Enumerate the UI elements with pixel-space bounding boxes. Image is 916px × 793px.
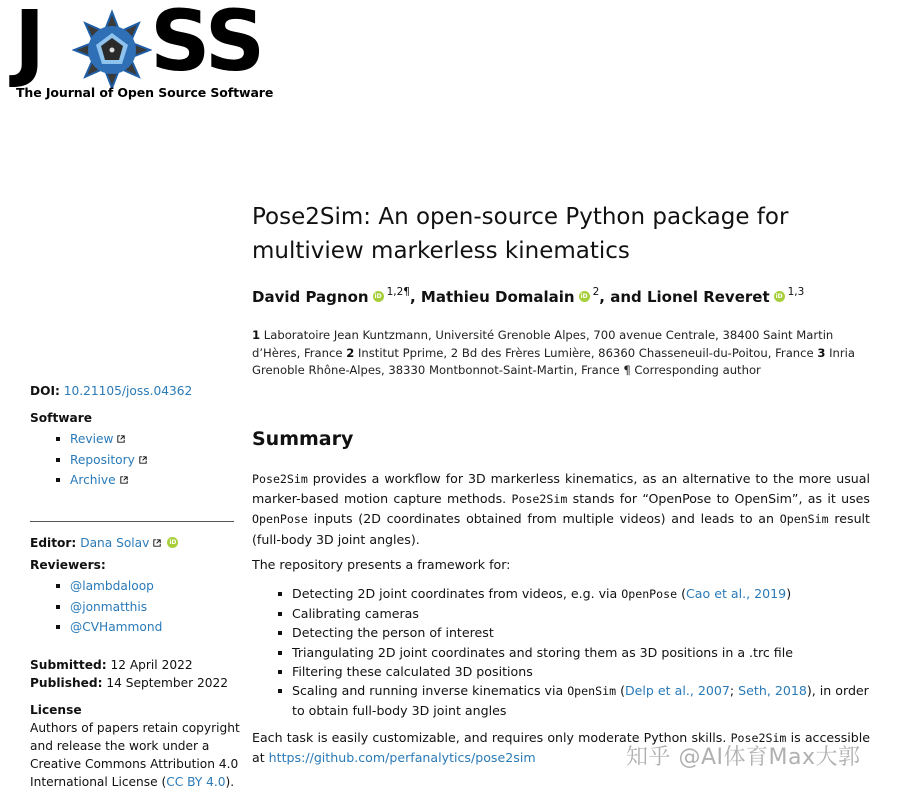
corresponding-author-note: ¶ Corresponding author <box>623 363 761 378</box>
logo-subtitle: The Journal of Open Source Software <box>16 85 274 100</box>
summary-paragraph-1: Pose2Sim provides a workflow for 3D markerless kinematics, as an alternative to the more usual marker-based motion capture methods. Pose2Sim stands for “OpenPose to OpenSim”, as it uses OpenPose inputs (2D coordinates obtained from multiple videos) and leads to an OpenSim result (full-body 3D joint angles). <box>252 471 870 547</box>
submitted-row: Submitted: 12 April 2022 <box>30 658 193 672</box>
software-heading: Software <box>30 411 93 425</box>
author-affil: 1,3 <box>787 286 805 298</box>
logo-wordmark: J SS <box>14 0 264 90</box>
doi-row: DOI: 10.21105/joss.04362 <box>30 384 193 398</box>
software-link-review[interactable]: Review <box>30 429 240 450</box>
editor-row: Editor: Dana Solav iD <box>30 536 177 550</box>
external-link-icon <box>117 435 125 443</box>
sidebar-divider <box>30 521 234 522</box>
joss-logo <box>14 0 274 102</box>
dates-section <box>30 656 240 692</box>
list-item: Scaling and running inverse kinematics via OpenSim (Delp et al., 2007; Seth, 2018), in order to obtain full-body 3D joint angles <box>252 681 872 720</box>
orcid-icon[interactable]: iD <box>169 539 177 546</box>
author-list: David Pagnon iD $^{1,2\P}$, Mathieu Domalain iD $^2$, and Lionel Reveret iD $^{1,3}$ <box>252 286 805 306</box>
software-links <box>30 429 240 491</box>
watermark: 知乎 @AI体育Max大郭 <box>626 745 861 770</box>
reviewer-item[interactable]: @jonmatthis <box>30 597 240 618</box>
reviewers-heading: Reviewers: <box>30 558 106 572</box>
software-section <box>30 411 240 491</box>
published-row: Published: 14 September 2022 <box>30 676 228 690</box>
external-link-icon <box>120 476 128 484</box>
author-name: David Pagnon <box>252 288 369 306</box>
citation-link[interactable]: Cao et al., 2019 <box>686 586 787 601</box>
editor-link[interactable]: Dana Solav <box>80 536 150 550</box>
software-link-archive[interactable]: Archive <box>30 470 240 491</box>
list-item: Triangulating 2D joint coordinates and storing them as 3D positions in a .trc file <box>252 643 872 662</box>
list-item: Filtering these calculated 3D positions <box>252 662 872 681</box>
reviewer-list <box>30 576 240 638</box>
author-affil: 1,2¶ <box>386 286 410 298</box>
software-link-repository[interactable]: Repository <box>30 450 240 471</box>
affiliations: 1 Laboratoire Jean Kuntzmann, Université Grenoble Alpes, 700 avenue Centrale, 38400 Saint Martin d’Hères, France 2 Institut Pprime, 2 Bd des Frères Lumière, 86360 Chasseneuil-du-Poitou, France 3 Inria Grenoble Rhône-Alpes, 38330 Montbonnot-Saint-Martin, France ¶ Corresponding author <box>252 328 855 378</box>
list-item: Detecting 2D joint coordinates from videos, e.g. via OpenPose (Cao et al., 2019) <box>252 584 872 604</box>
reviewer-item[interactable]: @CVHammond <box>30 617 240 638</box>
summary-paragraph-2: The repository presents a framework for: <box>252 557 511 572</box>
orcid-icon[interactable]: iD <box>775 293 783 300</box>
orcid-icon[interactable]: iD <box>374 293 382 300</box>
license-section <box>30 701 242 791</box>
external-link-icon <box>139 456 147 464</box>
external-link-icon <box>153 539 161 547</box>
summary-paragraph-3: Each task is easily customizable, and requires only moderate Python skills. Pose2Sim is accessible at https://github.com/perfanalytics/pose2sim <box>252 730 870 766</box>
list-item: Detecting the person of interest <box>252 623 872 642</box>
author-name: Mathieu Domalain <box>420 288 575 306</box>
joss-gem-icon <box>72 8 152 88</box>
license-text: Authors of papers retain copyright and release the work under a Creative Commons Attribution 4.0 International License (CC BY 4.0). <box>30 721 240 789</box>
reviewer-item[interactable]: @lambdaloop <box>30 576 240 597</box>
orcid-icon[interactable]: iD <box>580 293 588 300</box>
license-link[interactable]: CC BY 4.0 <box>166 775 226 789</box>
reviewers-section <box>30 558 240 638</box>
doi-link[interactable]: 10.21105/joss.04362 <box>63 384 193 398</box>
framework-list <box>252 584 872 720</box>
github-link[interactable]: https://github.com/perfanalytics/pose2sim <box>268 750 536 766</box>
citation-link[interactable]: Seth, 2018 <box>738 683 807 699</box>
paper-title: Pose2Sim: An open-source Python package for multiview markerless kinematics <box>252 204 789 264</box>
author-affil: 2 <box>592 286 600 298</box>
summary-heading: Summary <box>252 428 354 450</box>
list-item: Calibrating cameras <box>252 604 872 623</box>
license-heading: License <box>30 703 82 717</box>
author-name: Lionel Reveret <box>646 288 770 306</box>
citation-link[interactable]: Delp et al., 2007 <box>624 683 730 699</box>
